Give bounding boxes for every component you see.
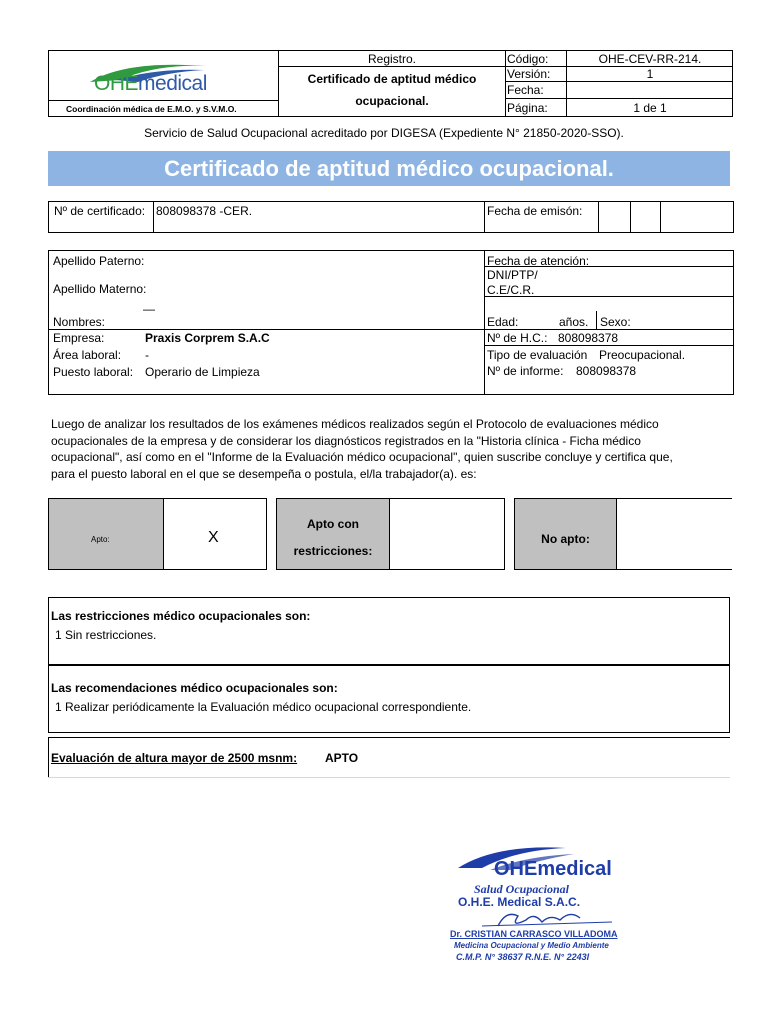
cert-num-value: 808098378 -CER.	[156, 204, 253, 218]
restr-box	[276, 498, 505, 570]
version-label: Versión:	[507, 67, 551, 81]
doc-title-line2: ocupacional.	[355, 94, 429, 108]
registro-label: Registro.	[367, 52, 417, 66]
stamp-line2: O.H.E. Medical S.A.C.	[458, 895, 581, 909]
area-value: -	[145, 348, 149, 362]
logo-medical: medical	[138, 72, 207, 95]
name-dash: —	[143, 302, 155, 316]
dni-label: DNI/PTP/	[487, 268, 538, 282]
altura-value: APTO	[325, 751, 359, 765]
recomendaciones-item: 1 Realizar periódicamente la Evaluación médico ocupacional correspondiente.	[55, 700, 472, 714]
ce-label: C.E/C.R.	[487, 283, 535, 297]
stamp-line1: Salud Ocupacional	[474, 882, 570, 896]
apto-label: Apto:	[91, 535, 110, 544]
stamp-logo-medical: medical	[537, 858, 612, 880]
doc-title-line1: Certificado de aptitud médico	[307, 72, 477, 86]
doctor-stamp	[446, 842, 618, 972]
paragraph-line: ocupacional", así como en el "Informe de la Evaluación médico ocupacional", quien suscribe concluye y certifica que,	[51, 450, 673, 464]
version-value: 1	[646, 67, 654, 81]
title-banner	[48, 151, 730, 186]
fecha-atencion-label: Fecha de atención:	[487, 254, 590, 268]
stamp-logo-text	[494, 858, 612, 881]
logo-text	[94, 72, 207, 96]
banner-title: Certificado de aptitud médico ocupacional.	[164, 156, 614, 181]
service-line: Servicio de Salud Ocupacional acreditado por DIGESA (Expediente N° 21850-2020-SSO).	[144, 126, 624, 140]
restr-label-1: Apto con	[307, 517, 359, 531]
logo-ohe: OHE	[94, 72, 139, 95]
informe-value: 808098378	[576, 364, 637, 378]
codigo-label: Código:	[507, 52, 549, 66]
recomendaciones-title: Las recomendaciones médico ocupacionales son:	[51, 681, 338, 695]
stamp-logo-ohe: OHE	[494, 858, 538, 880]
paragraph-line: para el puesto laboral en el que se desempeña o postula, el/la trabajador(a). es:	[51, 466, 477, 481]
tipo-value: Preocupacional.	[599, 348, 686, 362]
anos-label: años.	[559, 315, 589, 329]
paragraph-line: Luego de analizar los resultados de los exámenes médicos realizados según el Protocolo de evaluaciones médico	[51, 417, 659, 431]
apellido-materno-label: Apellido Materno:	[53, 282, 147, 296]
stamp-cmp: C.M.P. N° 38637 R.N.E. N° 2243I	[456, 952, 590, 962]
apellido-paterno-label: Apellido Paterno:	[53, 254, 145, 268]
no-apto-label: No apto:	[541, 532, 590, 546]
empresa-value: Praxis Corprem S.A.C	[145, 331, 270, 345]
puesto-label: Puesto laboral:	[53, 365, 134, 379]
informe-label: Nº de informe:	[487, 364, 564, 378]
empresa-label: Empresa:	[53, 331, 105, 345]
conclusion-paragraph	[51, 416, 731, 482]
paragraph-line: ocupacionales de la empresa y de considerar los diagnósticos registrados en la "Historia clínica - Ficha médico	[51, 433, 641, 448]
pagina-value: 1 de 1	[633, 101, 667, 115]
certificate-row	[48, 201, 734, 233]
puesto-value: Operario de Limpieza	[145, 365, 260, 379]
hc-value: 808098378	[558, 331, 619, 345]
stamp-doctor: Dr. CRISTIAN CARRASCO VILLADOMA	[450, 929, 618, 939]
emision-label: Fecha de emisón:	[487, 204, 583, 218]
stamp-specialty: Medicina Ocupacional y Medio Ambiente	[454, 941, 609, 950]
recomendaciones-box	[48, 665, 730, 733]
restricciones-item: 1 Sin restricciones.	[55, 628, 157, 642]
cert-num-label: Nº de certificado:	[54, 204, 146, 218]
fecha-label: Fecha:	[507, 83, 544, 97]
hc-label: Nº de H.C.:	[487, 331, 548, 345]
apto-mark: X	[208, 529, 219, 546]
apto-box	[48, 498, 267, 570]
nombres-label: Nombres:	[53, 315, 106, 329]
edad-label: Edad:	[487, 315, 519, 329]
pagina-label: Página:	[507, 101, 548, 115]
codigo-value: OHE-CEV-RR-214.	[598, 52, 702, 66]
sexo-label: Sexo:	[600, 315, 631, 329]
tipo-label: Tipo de evaluación	[487, 348, 588, 362]
restricciones-title: Las restricciones médico ocupacionales son:	[51, 609, 311, 623]
restr-label-2: restricciones:	[293, 544, 373, 558]
area-label: Área laboral:	[53, 348, 122, 362]
coordination-text: Coordinación médica de E.M.O. y S.V.M.O.	[66, 104, 237, 114]
altura-label: Evaluación de altura mayor de 2500 msnm:	[51, 751, 298, 765]
